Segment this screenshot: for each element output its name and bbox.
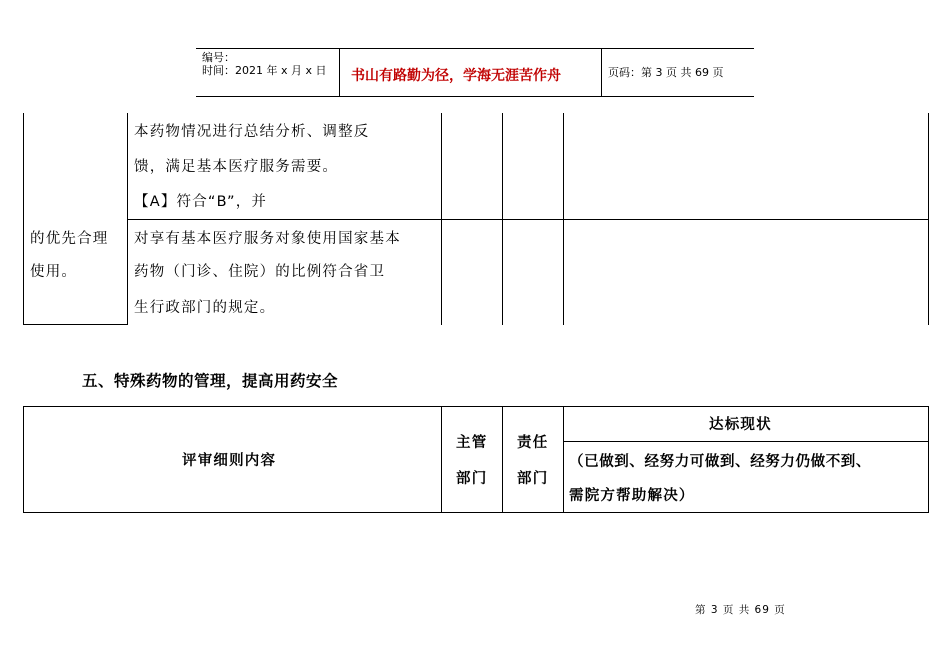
t1-content-line-3: 【A】符合“B”，并 — [134, 194, 268, 210]
t2-border-top — [23, 406, 929, 407]
t2-status-divider — [563, 441, 929, 442]
t2-col-content: 评审细则内容 — [182, 453, 277, 469]
t2-col-status-line-1: （已做到、经努力可做到、经努力仍做不到、 — [569, 454, 871, 470]
header-divider-left — [339, 48, 340, 97]
t2-col-status-title: 达标现状 — [709, 417, 772, 433]
section-title: 五、特殊药物的管理，提高用药安全 — [82, 372, 339, 390]
t2-border-col2 — [502, 406, 503, 513]
header-page-code: 页码：第 3 页 共 69 页 — [608, 66, 724, 79]
t2-border-col1 — [441, 406, 442, 513]
t1-content-line-2: 馈，满足基本医疗服务需要。 — [134, 159, 339, 175]
t2-border-left — [23, 406, 24, 513]
t2-col-dept-line-2: 部门 — [456, 471, 488, 487]
t2-border-bottom — [23, 512, 929, 513]
t1-content-line-1: 本药物情况进行总结分析、调整反 — [134, 124, 370, 140]
page-footer: 第 3 页 共 69 页 — [695, 604, 786, 616]
t1-left-line-1: 的优先合理 — [30, 231, 109, 247]
header-divider-right — [601, 48, 602, 97]
t1-content-line-4: 对享有基本医疗服务对象使用国家基本 — [134, 231, 401, 247]
t2-border-right — [928, 406, 929, 513]
t2-col-resp-line-2: 部门 — [517, 471, 549, 487]
t1-left-line-2: 使用。 — [30, 264, 78, 280]
header-bottom-rule — [196, 96, 754, 97]
t1-row-divider — [127, 219, 929, 220]
t2-col-resp-line-1: 责任 — [517, 435, 549, 451]
header-number: 编号： — [202, 51, 235, 64]
header-motto: 书山有路勤为径，学海无涯苦作舟 — [351, 68, 561, 84]
t1-content-line-5: 药物（门诊、住院）的比例符合省卫 — [134, 264, 386, 280]
t1-content-line-6: 生行政部门的规定。 — [134, 300, 276, 316]
t1-border-bottom-left — [23, 324, 128, 325]
t1-border-left — [23, 113, 24, 325]
t2-col-status-line-2: 需院方帮助解决） — [569, 488, 695, 504]
header-top-rule — [196, 48, 754, 49]
t2-border-col3 — [563, 406, 564, 513]
t2-col-dept-line-1: 主管 — [456, 435, 488, 451]
header-time: 时间：2021 年 x 月 x 日 — [202, 64, 327, 77]
